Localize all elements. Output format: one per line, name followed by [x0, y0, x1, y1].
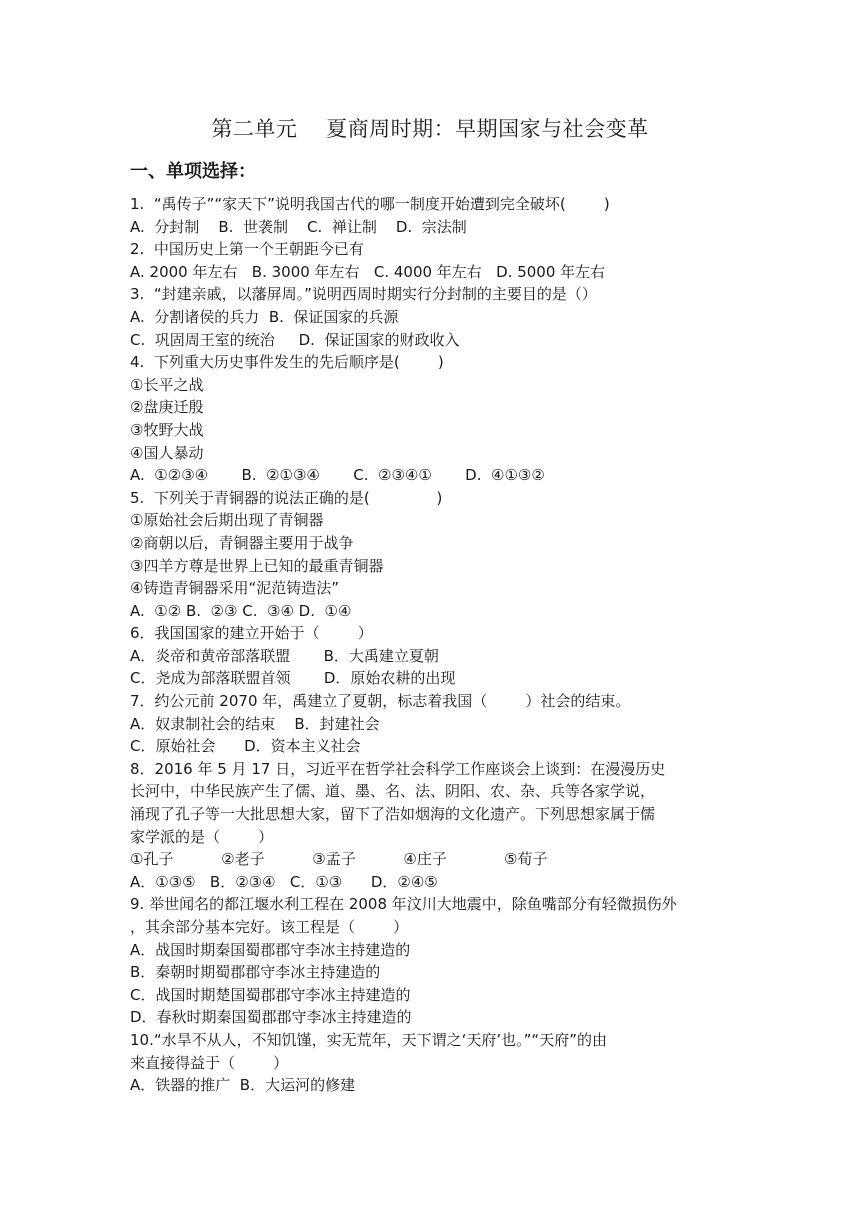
- question-content: [130, 193, 738, 1097]
- text-line: ③牧野大战: [130, 420, 204, 439]
- text-line: ③四羊方尊是世界上已知的最重青铜器: [130, 556, 384, 575]
- text-line: C．原始社会 D．资本主义社会: [130, 737, 361, 756]
- text-line: 8．2016 年 5 月 17 日，习近平在哲学社会科学工作座谈会上谈到：在漫漫历史: [130, 759, 666, 778]
- text-line: 长河中，中华民族产生了儒、道、墨、名、法、阴阳、农、杂、兵等各家学说，: [130, 782, 656, 801]
- text-line: ④铸造青铜器采用“泥范铸造法”: [130, 579, 339, 598]
- text-line: 4. 下列重大历史事件发生的先后顺序是( ): [130, 353, 444, 372]
- text-line: 1. “禹传子”“家天下”说明我国古代的哪一制度开始遭到完全破坏( ): [130, 195, 610, 213]
- text-line: 9. 举世闻名的都江堰水利工程在 2008 年汶川大地震中，除鱼嘴部分有轻微损伤外: [130, 895, 677, 914]
- text-line: 2. 中国历史上第一个王朝距今已有: [130, 240, 364, 259]
- text-line: A．铁器的推广 B．大运河的修建: [130, 1076, 356, 1095]
- page-title: 第二单元 夏商周时期：早期国家与社会变革: [211, 117, 649, 141]
- text-line: ①原始社会后期出现了青铜器: [130, 511, 324, 530]
- text-line: ①长平之战: [130, 375, 204, 394]
- text-line: 10.“水旱不从人，不知饥馑，实无荒年，天下谓之‘天府’也。”“天府”的由: [130, 1030, 607, 1049]
- text-line: ④国人暴动: [130, 443, 204, 462]
- section-heading: 一、单项选择：: [130, 161, 256, 182]
- text-line: 涌现了孔子等一大批思想大家，留下了浩如烟海的文化遗产。下列思想家属于儒: [130, 805, 656, 824]
- text-line: ②商朝以后，青铜器主要用于战争: [130, 533, 354, 552]
- text-line: A．①③⑤ B．②③④ C．①③ D．②④⑤: [130, 872, 438, 891]
- text-line: 3. “封建亲戚，以藩屏周。”说明西周时期实行分封制的主要目的是（）: [130, 285, 597, 304]
- text-line: 来直接得益于（ ）: [130, 1053, 289, 1072]
- text-line: B．秦朝时期蜀郡郡守李冰主持建造的: [130, 963, 381, 982]
- text-line: A．炎帝和黄帝部落联盟 B．大禹建立夏朝: [130, 646, 439, 665]
- text-line: A. 分割诸侯的兵力 B. 保证国家的兵源: [130, 307, 399, 326]
- text-line: A．战国时期秦国蜀郡郡守李冰主持建造的: [130, 940, 411, 959]
- text-line: ②盘庚迁殷: [130, 398, 204, 417]
- text-line: A. ①② B. ②③ C. ③④ D. ①④: [130, 601, 352, 620]
- text-line: A．奴隶制社会的结束 B．封建社会: [130, 714, 380, 733]
- text-line: 家学派的是（ ）: [130, 827, 274, 846]
- text-line: A. 2000 年左右 B. 3000 年左右 C. 4000 年左右 D. 5000 年左右: [130, 262, 606, 281]
- text-line: 5. 下列关于青铜器的说法正确的是( ): [130, 488, 443, 507]
- text-line: A. 分封制 B. 世袭制 C. 禅让制 D. 宗法制: [130, 217, 467, 236]
- text-line: D．春秋时期秦国蜀郡郡守李冰主持建造的: [130, 1008, 412, 1027]
- text-line: A. ①②③④ B. ②①③④ C. ②③④① D. ④①③②: [130, 466, 545, 485]
- text-line: ，其余部分基本完好。该工程是（ ）: [130, 918, 409, 936]
- text-line: 7．约公元前 2070 年，禹建立了夏朝，标志着我国（ ）社会的结束。: [130, 692, 631, 711]
- text-line: C. 巩固周王室的统治 D. 保证国家的财政收入: [130, 330, 460, 349]
- text-line: C．战国时期楚国蜀郡郡守李冰主持建造的: [130, 985, 411, 1004]
- text-line: ①孔子 ②老子 ③孟子 ④庄子 ⑤荀子: [130, 850, 548, 869]
- text-line: 6．我国国家的建立开始于（ ）: [130, 624, 373, 643]
- text-line: C．尧成为部落联盟首领 D．原始农耕的出现: [130, 669, 456, 688]
